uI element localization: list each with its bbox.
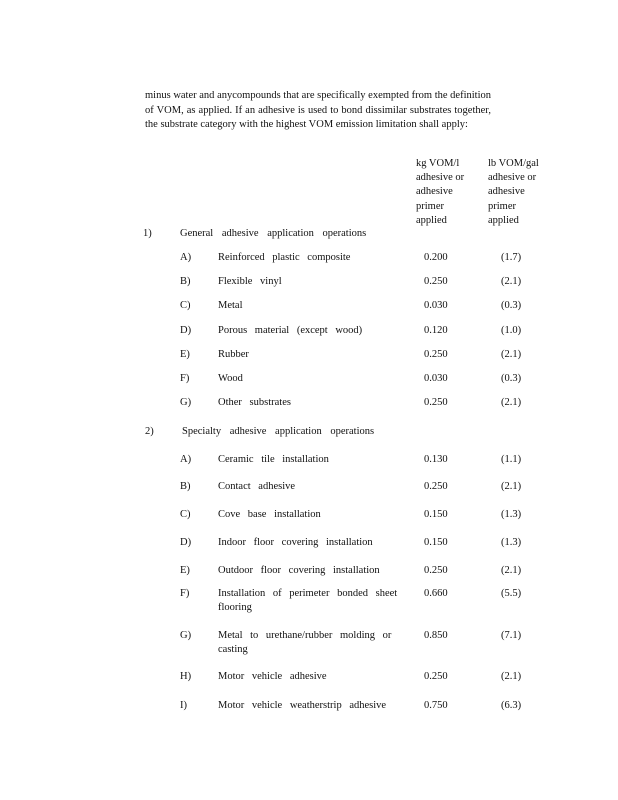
item-kg-value: 0.750: [424, 700, 448, 711]
item-letter: B): [180, 481, 191, 492]
item-lb-value: (2.1): [501, 671, 522, 682]
item-kg-value: 0.250: [424, 276, 448, 287]
item-letter: C): [180, 300, 191, 311]
item-lb-value: (2.1): [501, 276, 522, 287]
item-kg-value: 0.250: [424, 671, 448, 682]
item-letter: E): [180, 349, 190, 360]
section-number: 2): [145, 426, 154, 437]
item-kg-value: 0.130: [424, 454, 448, 465]
intro-paragraph: minus water and anycompounds that are specifically exempted from the definition of VOM, as applied. If an adhesive is used to bond dissimilar substrates together, the substrate category with the highest VOM emission limitation shall apply:: [145, 90, 491, 130]
section-title: Specialty adhesive application operations: [182, 426, 375, 437]
item-description: Metal: [218, 300, 243, 311]
item-kg-value: 0.850: [424, 630, 448, 641]
item-letter: G): [180, 630, 192, 641]
item-kg-value: 0.200: [424, 252, 448, 263]
item-kg-value: 0.030: [424, 373, 448, 384]
item-lb-value: (5.5): [501, 588, 522, 599]
section-title: General adhesive application operations: [180, 228, 367, 239]
item-description: Reinforced plastic composite: [218, 252, 351, 263]
item-description: Metal to urethane/rubber molding or casting: [218, 630, 392, 655]
item-kg-value: 0.250: [424, 481, 448, 492]
item-kg-value: 0.250: [424, 565, 448, 576]
item-description: Porous material (except wood): [218, 325, 363, 336]
item-letter: G): [180, 397, 192, 408]
item-kg-value: 0.250: [424, 349, 448, 360]
item-lb-value: (2.1): [501, 349, 522, 360]
item-letter: C): [180, 509, 191, 520]
item-description: Installation of perimeter bonded sheet flooring: [218, 588, 398, 613]
item-lb-value: (1.3): [501, 509, 522, 520]
item-lb-value: (1.1): [501, 454, 522, 465]
item-kg-value: 0.660: [424, 588, 448, 599]
item-lb-value: (1.3): [501, 537, 522, 548]
item-description: Flexible vinyl: [218, 276, 282, 287]
item-kg-value: 0.030: [424, 300, 448, 311]
item-letter: B): [180, 276, 191, 287]
item-description: Ceramic tile installation: [218, 454, 329, 465]
section-number: 1): [143, 228, 152, 239]
item-letter: F): [180, 588, 190, 599]
item-letter: D): [180, 325, 192, 336]
item-letter: H): [180, 671, 192, 682]
item-lb-value: (2.1): [501, 397, 522, 408]
item-description: Motor vehicle weatherstrip adhesive: [218, 700, 387, 711]
item-lb-value: (1.7): [501, 252, 522, 263]
item-description: Motor vehicle adhesive: [218, 671, 327, 682]
item-kg-value: 0.150: [424, 537, 448, 548]
item-lb-value: (2.1): [501, 481, 522, 492]
item-letter: A): [180, 252, 192, 263]
item-letter: F): [180, 373, 190, 384]
item-description: Other substrates: [218, 397, 291, 408]
item-description: Cove base installation: [218, 509, 321, 520]
item-description: Outdoor floor covering installation: [218, 565, 380, 576]
item-letter: I): [180, 700, 187, 711]
item-description: Contact adhesive: [218, 481, 296, 492]
item-lb-value: (6.3): [501, 700, 522, 711]
item-kg-value: 0.250: [424, 397, 448, 408]
item-kg-value: 0.120: [424, 325, 448, 336]
item-letter: E): [180, 565, 190, 576]
item-description: Indoor floor covering installation: [218, 537, 373, 548]
column-header-kg-vom-per-liter: kg VOM/l adhesive or adhesive primer applied: [416, 158, 465, 226]
item-description: Rubber: [218, 349, 249, 360]
item-letter: A): [180, 454, 192, 465]
item-lb-value: (0.3): [501, 373, 522, 384]
item-lb-value: (0.3): [501, 300, 522, 311]
item-letter: D): [180, 537, 192, 548]
column-header-lb-vom-per-gallon: lb VOM/gal adhesive or adhesive primer applied: [488, 158, 539, 226]
item-lb-value: (1.0): [501, 325, 522, 336]
item-lb-value: (2.1): [501, 565, 522, 576]
item-description: Wood: [218, 373, 243, 384]
item-lb-value: (7.1): [501, 630, 522, 641]
item-kg-value: 0.150: [424, 509, 448, 520]
